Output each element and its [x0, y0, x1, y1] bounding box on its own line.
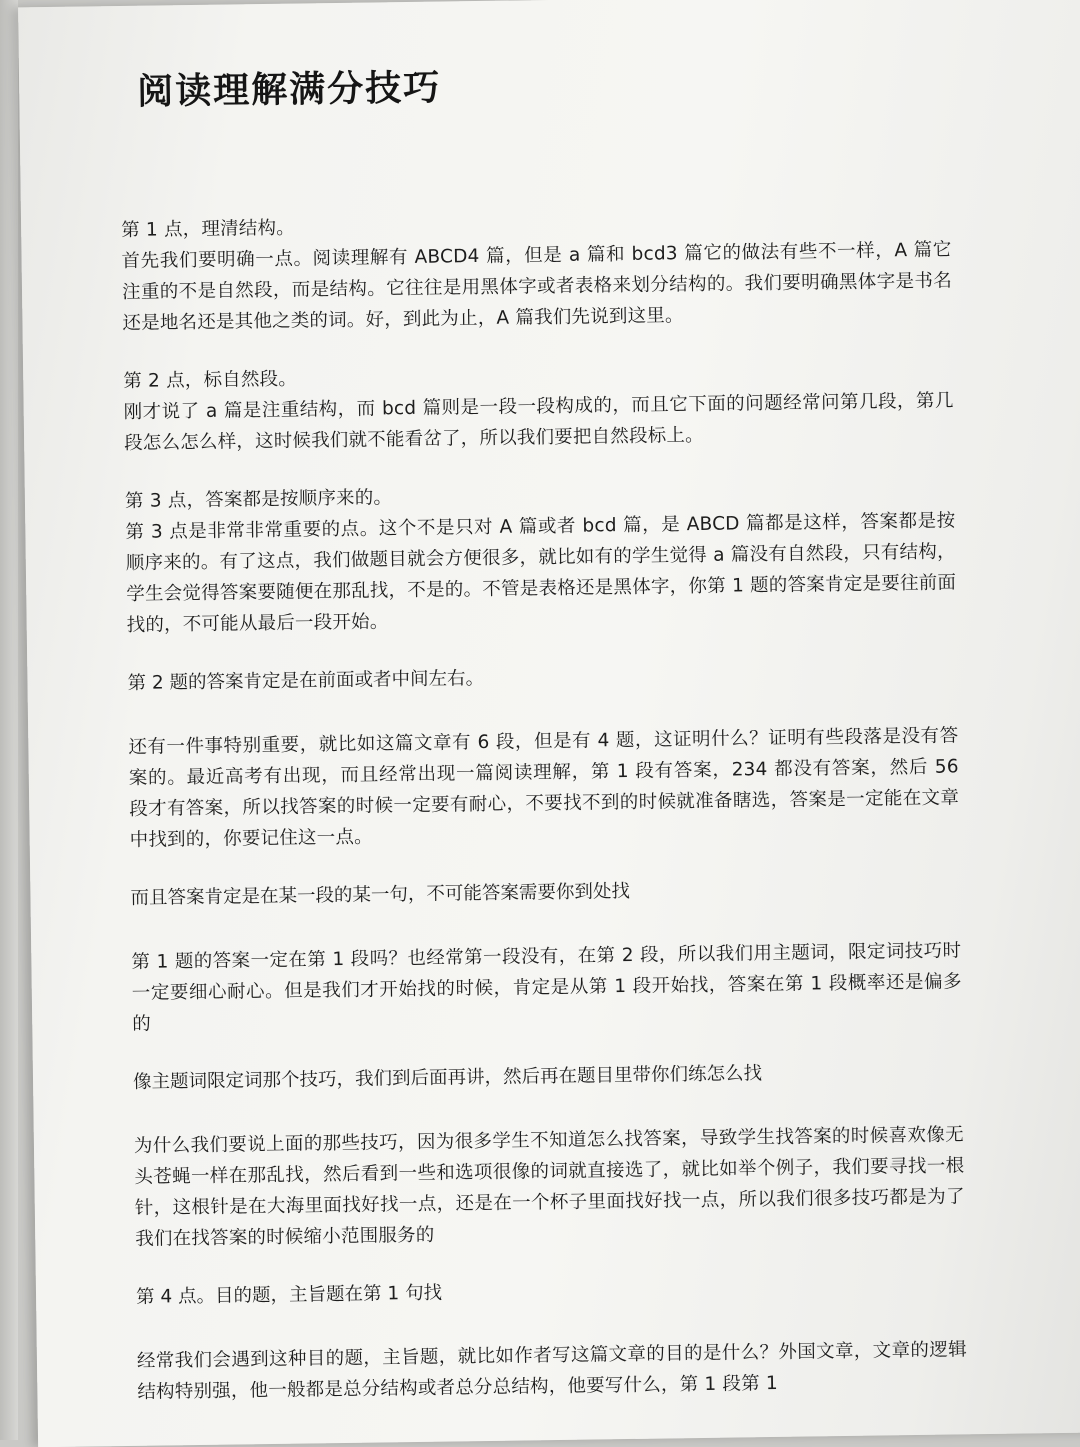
paragraph-why-techniques: 为什么我们要说上面的那些技巧，因为很多学生不知道怎么找答案，导致学生找答案的时候喜欢像无头苍蝇一样在那乱找，然后看到一些和选项很像的词就直接选了，就比如举个例子，我们要寻找一根针，这根针是在大海里面找好找一点，还是在一个杯子里面找好找一点，所以我们很多技巧都是为了我们在找答案的时候缩小范围服务的 [133, 1124, 965, 1250]
paragraph-first-paragraph: 第 1 题的答案一定在第 1 段吗？也经常第一段没有，在第 2 段，所以我们用主题词，限定词技巧时一定要细心耐心。但是我们才开始找的时候，肯定是从第 1 段开始找，答案在第 1 段概率还是偏多的 [131, 940, 962, 1035]
section-3 [125, 474, 957, 641]
section-2-heading: 第 2 点，标自然段。 [123, 368, 298, 392]
section-1-body: 首先我们要明确一点。阅读理解有 ABCD4 篇，但是 a 篇和 bcd3 篇它的做法有些不一样，A 篇它注重的不是自然段，而是结构。它往往是用黑体字或者表格来划分结构的。我们要明确黑体字是书名还是地名还是其他之类的词。好，到此为止，A 篇我们先说到这里。 [121, 239, 953, 334]
page-title: 阅读理解满分技巧 [136, 67, 442, 113]
section-1-heading: 第 1 点，理清结构。 [121, 217, 296, 241]
paper-sheet [18, 0, 1080, 1447]
section-1 [121, 203, 953, 339]
page-edge [0, 0, 18, 1440]
paragraph-keyword-technique: 像主题词限定词那个技巧，我们到后面再讲，然后再在题目里带你们练怎么找 [132, 1063, 763, 1093]
document-content [119, 52, 968, 1434]
section-2-body: 刚才说了 a 篇是注重结构，而 bcd 篇则是一段一段构成的，而且它下面的问题经常问第几段，第几段怎么怎么样，这时候我们就不能看岔了，所以我们要把自然段标上。 [123, 390, 954, 454]
paragraph-question-2: 第 2 题的答案肯定是在前面或者中间左右。 [127, 667, 485, 694]
paragraph-purpose-question: 经常我们会遇到这种目的题，主旨题，就比如作者写这篇文章的目的是什么？外国文章，文章的逻辑结构特别强，他一般都是总分结构或者总分总结构，他要写什么，第 1 段第 1 [136, 1339, 968, 1403]
paragraph-missing-answers: 还有一件事特别重要，就比如这篇文章有 6 段，但是有 4 题，这证明什么？证明有些段落是没有答案的。最近高考有出现，而且经常出现一篇阅读理解，第 1 段有答案，234 都没有答案，然后 56 段才有答案，所以找答案的时候一定要有耐心，不要找不到的时候就准备瞎选，答案是一定能在文章中找到的，你要记住这一点。 [128, 725, 960, 851]
paragraph-one-sentence: 而且答案肯定是在某一段的某一句，不可能答案需要你到处找 [130, 880, 631, 909]
section-4-heading: 第 4 点。目的题，主旨题在第 1 句找 [135, 1282, 443, 1308]
section-3-heading: 第 3 点，答案都是按顺序来的。 [124, 487, 393, 512]
section-2 [123, 354, 954, 459]
section-3-body: 第 3 点是非常非常重要的点。这个不是只对 A 篇或者 bcd 篇，是 ABCD 篇都是这样，答案都是按顺序来的。有了这点，我们做题目就会方便很多，就比如有的学生觉得 a 篇没有自然段，只有结构，学生会觉得答案要随便在那乱找，不是的。不管是表格还是黑体字，你第 1 题的答案肯定是要往前面找的，不可能从最后一段开始。 [125, 510, 957, 636]
